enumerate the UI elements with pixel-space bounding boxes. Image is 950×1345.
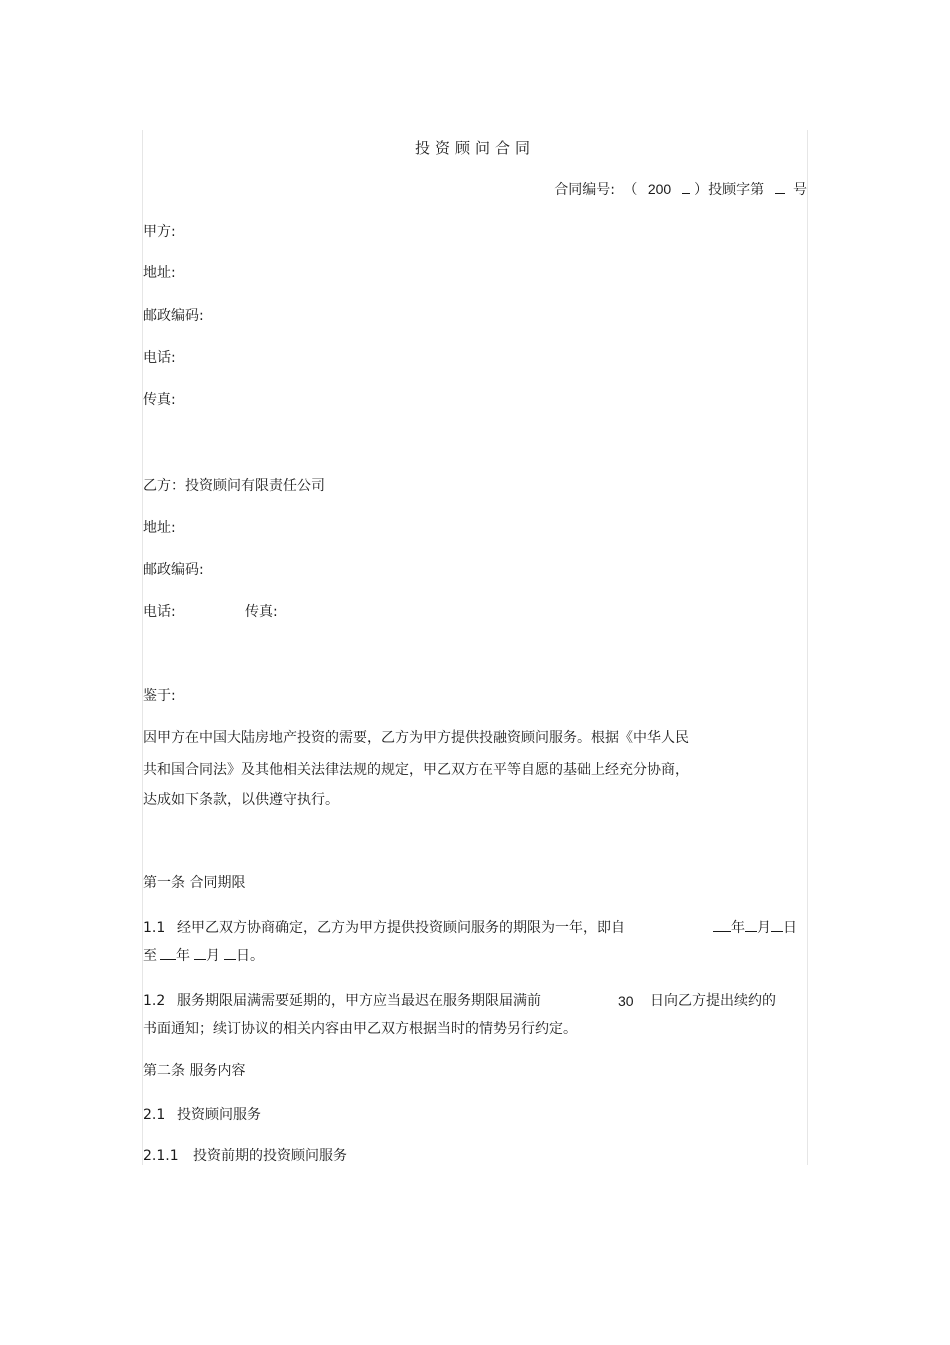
- contract-number-close: ）投顾字第: [694, 182, 765, 198]
- end-month-blank: [194, 947, 206, 960]
- contract-seq-blank: [775, 181, 785, 194]
- clause-1-1-number: 1.1: [143, 920, 166, 936]
- whereas-line-3: 达成如下条款，以供遵守执行。: [143, 792, 339, 808]
- end-day-unit: 日。: [236, 948, 264, 964]
- clause-1-2-text: 服务期限届满需要延期的，甲方应当最迟在服务期限届满前: [177, 993, 541, 1009]
- start-day-unit: 日: [783, 920, 797, 936]
- whereas-line-2: 共和国合同法》及其他相关法律法规的规定，甲乙双方在平等自愿的基础上经充分协商，: [143, 762, 689, 778]
- party-b-name: 乙方：投资顾问有限责任公司: [143, 478, 325, 494]
- contract-number-end: 号: [793, 182, 807, 198]
- clause-1-1-text: 经甲乙双方协商确定，乙方为甲方提供投资顾问服务的期限为一年，即自: [177, 920, 625, 936]
- clause-1-2-number: 1.2: [143, 993, 166, 1009]
- end-date-to: 至: [143, 948, 157, 964]
- article-2-heading: 第二条 服务内容: [143, 1063, 246, 1079]
- contract-number-year: 200: [647, 181, 672, 197]
- contract-number-open: （: [623, 182, 638, 198]
- start-year-blank: [713, 919, 731, 932]
- party-b-fax-label: 传真:: [245, 604, 278, 620]
- clause-1-1-end-date: [143, 946, 264, 966]
- whereas-line-1: 因甲方在中国大陆房地产投资的需要，乙方为甲方提供投融资顾问服务。根据《中华人民: [143, 730, 689, 746]
- contract-number-label: 合同编号:: [554, 182, 615, 198]
- section-2-1-number: 2.1: [143, 1107, 166, 1123]
- end-month-unit: 月: [206, 948, 220, 964]
- section-2-1-1-number: 2.1.1: [143, 1148, 179, 1164]
- document-title: 投资顾问合同: [414, 139, 535, 157]
- party-a-postcode-label: 邮政编码:: [143, 308, 204, 324]
- whereas-heading: 鉴于:: [143, 688, 176, 704]
- start-month-unit: 月: [757, 920, 771, 936]
- end-day-blank: [224, 947, 236, 960]
- article-1-heading: 第一条 合同期限: [143, 875, 246, 891]
- party-b-address-label: 地址:: [143, 520, 176, 536]
- contract-year-blank: [682, 181, 690, 194]
- start-day-blank: [771, 919, 783, 932]
- party-a-label: 甲方:: [143, 224, 176, 240]
- party-b-postcode-label: 邮政编码:: [143, 562, 204, 578]
- contract-number: [554, 179, 807, 200]
- party-b-phone-label: 电话:: [143, 604, 176, 620]
- party-a-address-label: 地址:: [143, 265, 176, 281]
- start-month-blank: [745, 919, 757, 932]
- clause-1-2-days: 30: [618, 993, 634, 1009]
- end-year-unit: 年: [176, 948, 190, 964]
- section-2-1-1-text: 投资前期的投资顾问服务: [193, 1148, 347, 1164]
- section-2-1-text: 投资顾问服务: [177, 1107, 261, 1123]
- start-year-unit: 年: [731, 920, 745, 936]
- clause-1-2-text-b: 日向乙方提出续约的: [650, 993, 776, 1009]
- end-year-blank: [160, 947, 176, 960]
- party-a-phone-label: 电话:: [143, 350, 176, 366]
- clause-1-1-start-date: [713, 918, 797, 938]
- clause-1-2-line-2: 书面通知；续订协议的相关内容由甲乙双方根据当时的情势另行约定。: [143, 1021, 577, 1037]
- right-margin-rule: [807, 130, 808, 1165]
- party-a-fax-label: 传真:: [143, 392, 176, 408]
